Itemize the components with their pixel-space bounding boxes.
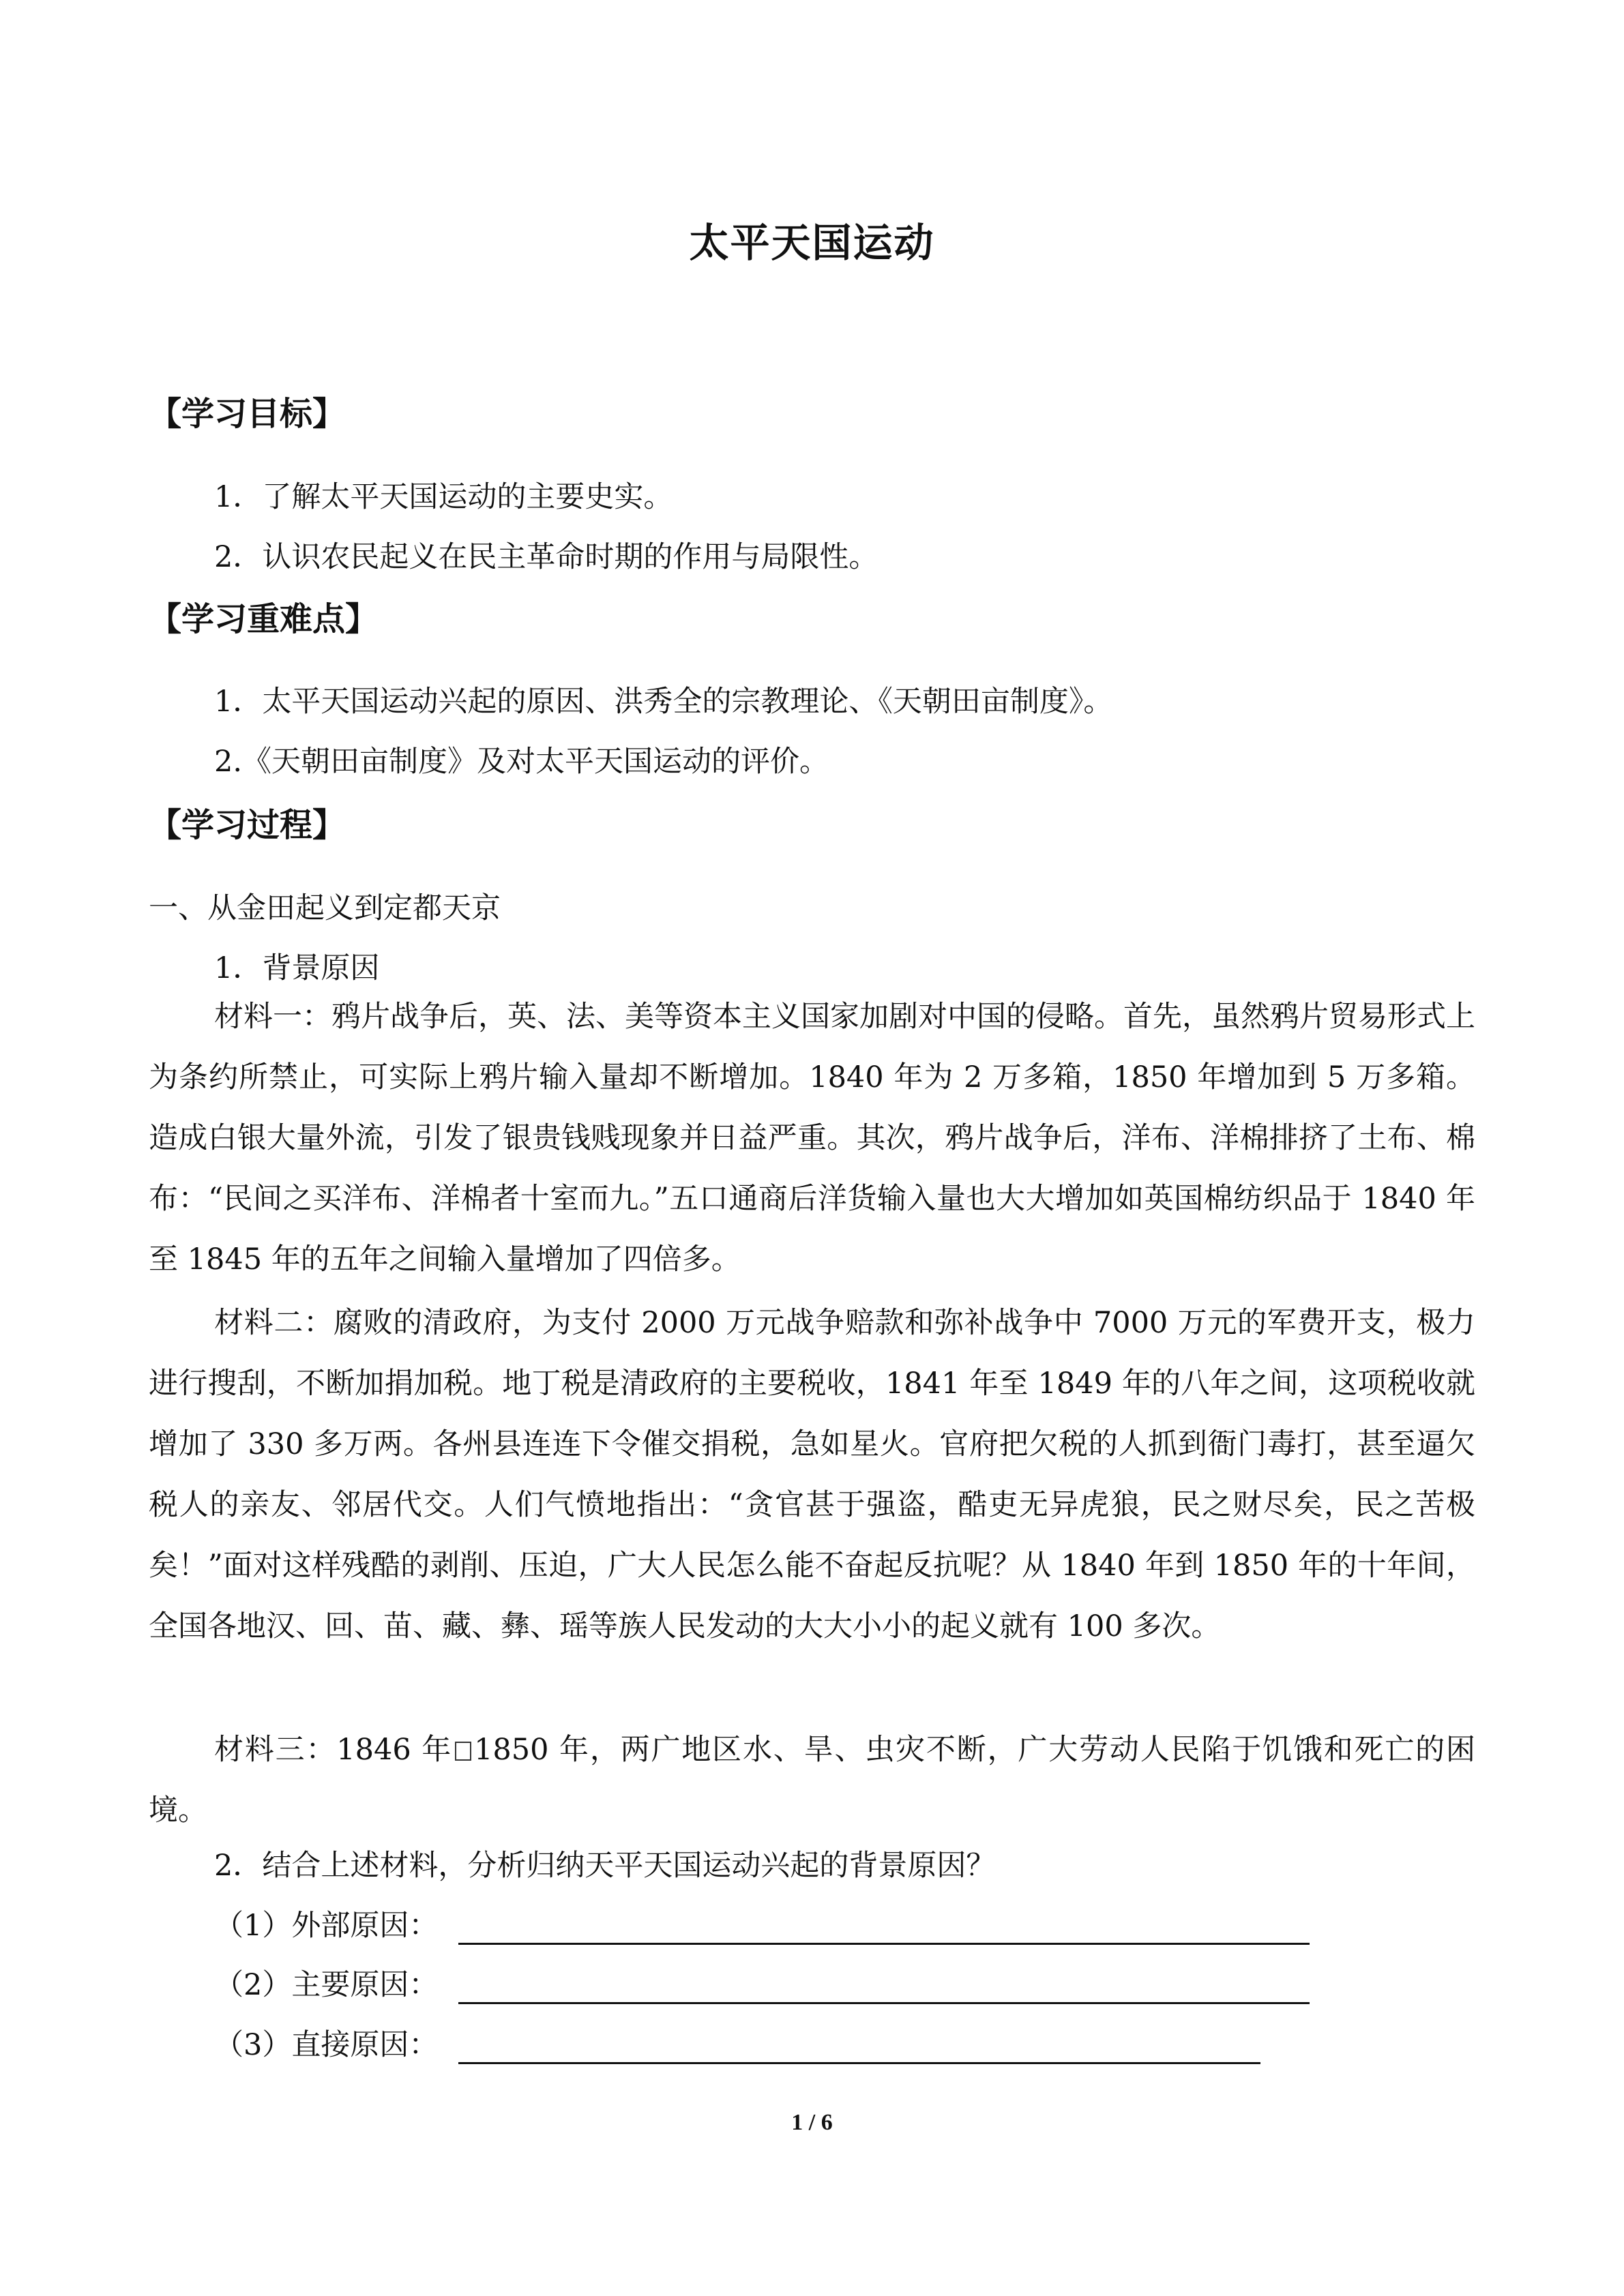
answer-label-external: （1）外部原因： — [214, 1909, 439, 1943]
key-point-item: 1．太平天国运动兴起的原因、洪秀全的宗教理论、《天朝田亩制度》。 — [214, 685, 1113, 719]
section-heading-key-points: 【学习重难点】 — [149, 600, 379, 638]
sub-heading: 1．背景原因 — [214, 951, 380, 985]
answer-blank-external[interactable] — [458, 1943, 1310, 1945]
objective-item: 2．认识农民起义在民主革命时期的作用与局限性。 — [214, 540, 879, 574]
section-heading-process: 【学习过程】 — [149, 806, 346, 844]
answer-label-main: （2）主要原因： — [214, 1968, 439, 2002]
page-title: 太平天国运动 — [689, 220, 935, 266]
objective-item: 1．了解太平天国运动的主要史实。 — [214, 480, 673, 514]
material-two-paragraph: 材料二：腐败的清政府，为支付 2000 万元战争赔款和弥补战争中 7000 万元的军费开支，极力进行搜刮，不断加捐加税。地丁税是清政府的主要税收，1841 年至 1849 年的八年之间，这项税收就增加了 330 多万两。各州县连连下令催交捐税，急如星火。官府把欠税的人抓到衙门毒打，甚至逼欠税人的亲友、邻居代交。人们气愤地指出：“贪官甚于强盗，酷吏无异虎狼，民之财尽矣，民之苦极矣！”面对这样残酷的剥削、压迫，广大人民怎么能不奋起反抗呢？从 1840 年到 1850 年的十年间，全国各地汉、回、苗、藏、彝、瑶等族人民发动的大大小小的起义就有 100 多次。 — [149, 1306, 1475, 1643]
missing-character-box-icon — [455, 1742, 471, 1761]
material-three-paragraph — [149, 1720, 1475, 1841]
analysis-question: 2．结合上述材料，分析归纳天平天国运动兴起的背景原因？ — [214, 1849, 996, 1883]
answer-blank-direct[interactable] — [458, 2062, 1260, 2064]
answer-label-direct: （3）直接原因： — [214, 2028, 439, 2062]
material-three-lead: 材料三：1846 年 — [214, 1733, 453, 1767]
section-heading-objectives: 【学习目标】 — [149, 395, 346, 433]
material-three-rest: 1850 年，两广地区水、旱、虫灾不断，广大劳动人民陷于饥饿和死亡的困境。 — [149, 1733, 1475, 1828]
page-number: 1 / 6 — [791, 2110, 833, 2135]
material-one-paragraph: 材料一：鸦片战争后，英、法、美等资本主义国家加剧对中国的侵略。首先，虽然鸦片贸易形式上为条约所禁止，可实际上鸦片输入量却不断增加。1840 年为 2 万多箱，1850 年增加到 5 万多箱。造成白银大量外流，引发了银贵钱贱现象并日益严重。其次，鸦片战争后，洋布、洋棉排挤了土布、棉布：“民间之买洋布、洋棉者十室而九。”五口通商后洋货输入量也大大增加如英国棉纺织品于 1840 年至 1845 年的五年之间输入量增加了四倍多。 — [149, 1000, 1475, 1277]
answer-blank-main[interactable] — [458, 2002, 1310, 2004]
key-point-item: 2.《天朝田亩制度》及对太平天国运动的评价。 — [214, 745, 829, 779]
part-heading: 一、从金田起义到定都天京 — [149, 891, 501, 925]
